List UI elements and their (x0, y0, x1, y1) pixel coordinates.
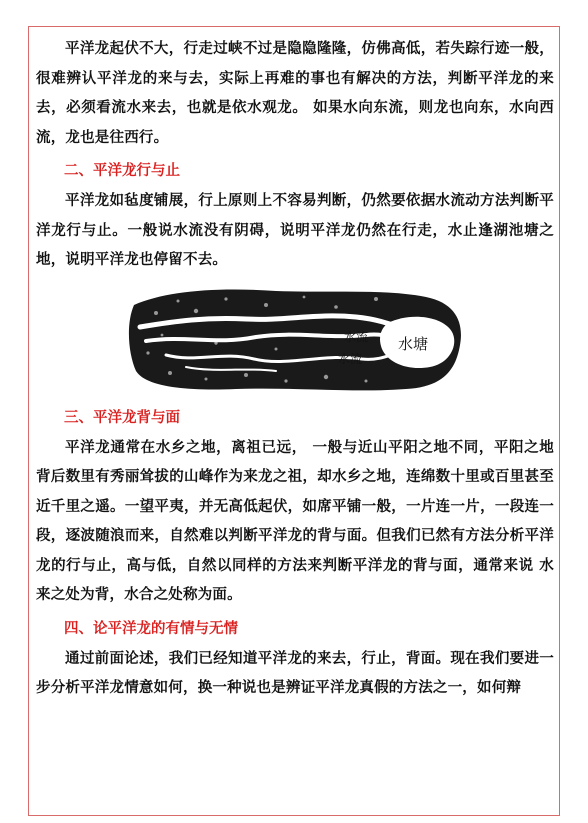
section-heading-4: 四、论平洋龙的有情与无情 (64, 619, 238, 637)
document-body (36, 34, 554, 703)
label-water-flow-1: 水流 (344, 329, 369, 344)
terrain-illustration (126, 283, 466, 395)
section-heading-2: 二、平洋龙行与止 (64, 162, 180, 179)
paragraph-section-2: 平洋龙如毡度铺展，行上原则上不容易判断，仍然要依据水流动方法判断平洋龙行与止。一般说水流没有阴碍，说明平洋龙仍然在行走，水止逢湖池塘之地，说明平洋龙也停留不去。 (36, 192, 554, 268)
pingyang-dragon-figure (36, 275, 554, 403)
paragraph-section-3: 平洋龙通常在水乡之地，离祖已远， 一般与近山平阳之地不同，平阳之地背后数里有秀丽耸拔的山峰作为来龙之祖，却水乡之地，连绵数十里或百里甚至近千里之遥。一望平夷，并无高低起伏，如席平铺一般，一片连一片，一段连一段，逐波随浪而来，自然难以判断平洋龙的背与面。但我们已然有方法分析平洋龙的行与止，高与低，自然以同样的方法来判断平洋龙的背与面，通常来说 水来之处为背，水合之处称为面。 (36, 438, 554, 603)
label-water-flow-2: 水流 (338, 351, 363, 366)
label-pond: 水塘 (398, 334, 429, 353)
paragraph-intro: 平洋龙起伏不大，行走过峡不过是隐隐隆隆，仿佛高低，若失踪行迹一般，很难辨认平洋龙的来与去，实际上再难的事也有解决的方法，判断平洋龙的来去，必须看流水来去，也就是依水观龙。 如果水向东流，则龙也向东，水向西流，龙也是往西行。 (36, 40, 554, 146)
section-heading-3: 三、平洋龙背与面 (64, 408, 180, 426)
paragraph-section-4: 通过前面论述，我们已经知道平洋龙的来去，行止，背面。现在我们要进一步分析平洋龙情意如何，换一种说也是辨证平洋龙真假的方法之一，如何辩 (36, 649, 554, 696)
